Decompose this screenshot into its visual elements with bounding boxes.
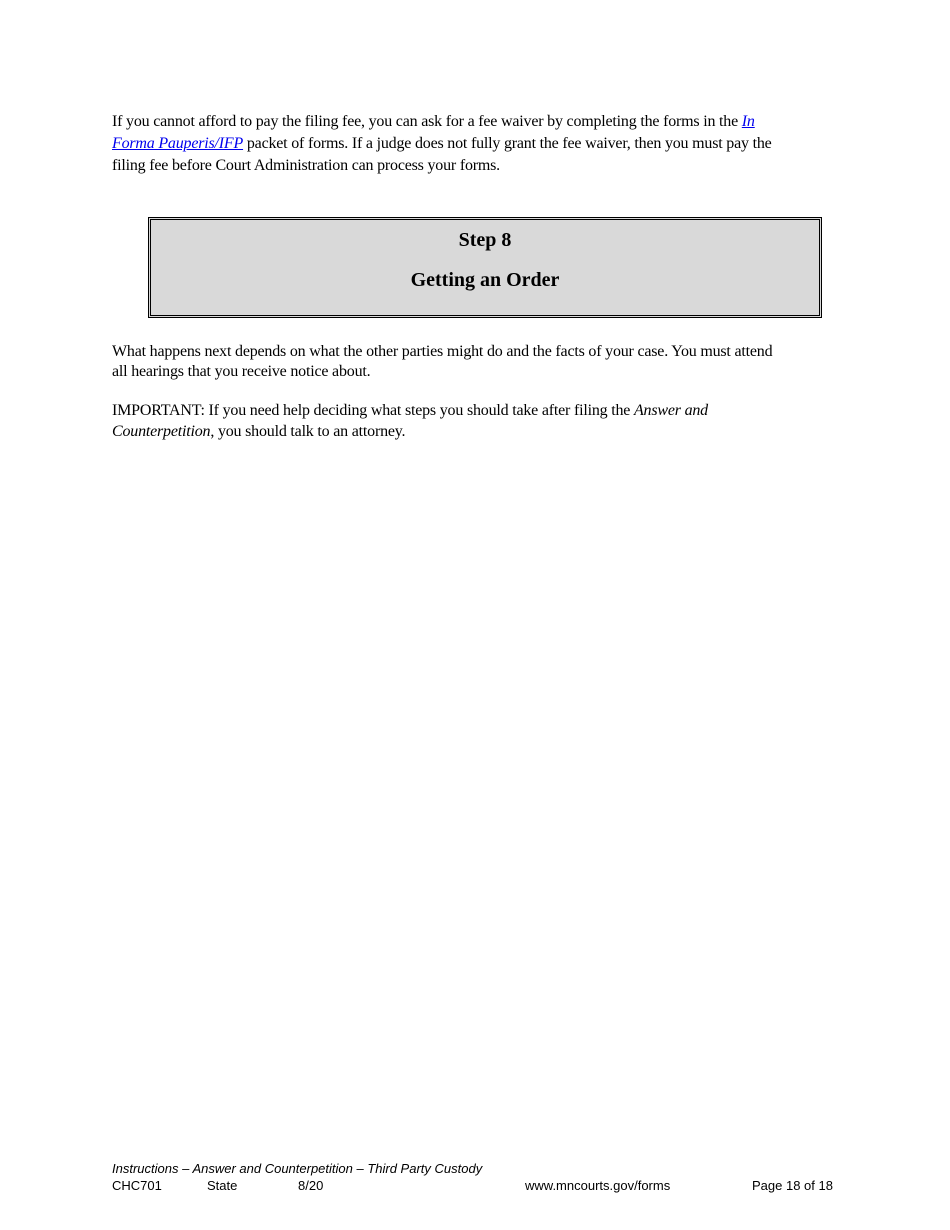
form-name: Counterpetition <box>112 423 211 440</box>
text: packet of forms. If a judge does not fully grant the fee waiver, then you must pay the <box>243 135 772 152</box>
footer-url: www.mncourts.gov/forms <box>525 1178 671 1193</box>
text: IMPORTANT: If you need help deciding what steps you should take after filing the <box>112 402 634 419</box>
paragraph-important-line2 <box>112 423 405 441</box>
paragraph-fee-waiver-line2 <box>112 135 772 153</box>
paragraph-next-line1: What happens next depends on what the other parties might do and the facts of your case. You must attend <box>112 343 773 360</box>
ifp-link[interactable]: In <box>741 113 755 130</box>
paragraph-next-line2: all hearings that you receive notice about. <box>112 363 371 380</box>
footer-title: Instructions – Answer and Counterpetition – Third Party Custody <box>112 1161 483 1176</box>
text: If you cannot afford to pay the filing fee, you can ask for a fee waiver by completing the forms in the <box>112 113 742 130</box>
paragraph-fee-waiver-line3: filing fee before Court Administration can process your forms. <box>112 157 500 174</box>
step-title: Getting an Order <box>410 269 560 291</box>
ifp-link[interactable]: Forma Pauperis/IFP <box>112 135 244 152</box>
footer-date: 8/20 <box>298 1178 324 1193</box>
footer-form-code: CHC701 <box>112 1178 162 1193</box>
step-number: Step 8 <box>458 229 512 251</box>
paragraph-fee-waiver-line1 <box>112 113 755 131</box>
footer-page-number: Page 18 of 18 <box>752 1178 833 1193</box>
step-heading-box <box>148 217 822 318</box>
paragraph-important-line1 <box>112 402 708 420</box>
form-name: Answer and <box>633 402 708 419</box>
text: , you should talk to an attorney. <box>210 423 406 440</box>
footer-type: State <box>207 1178 238 1193</box>
